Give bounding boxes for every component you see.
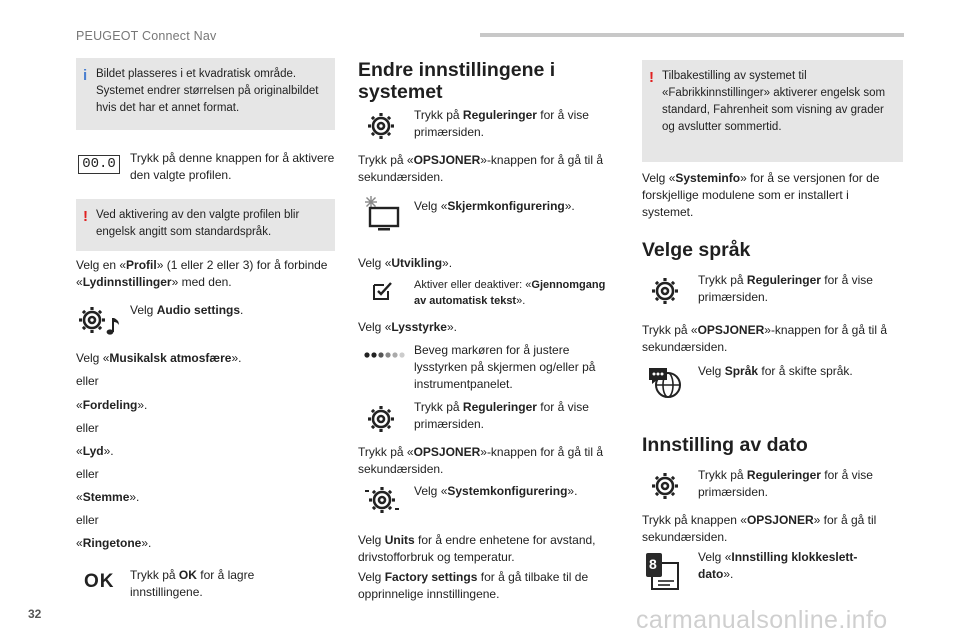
ok-instruction: Trykk på OK for å lagre innstillingene.: [130, 568, 255, 599]
section-heading-language: Velge språk: [642, 239, 751, 261]
warning-icon: !: [83, 208, 88, 225]
sound-option: «Lyd».: [76, 444, 114, 458]
system-info-instruction: Velg «Systeminfo» for å se versjonen for de forskjellige modulene som er installert i systemet.: [642, 171, 880, 219]
section-heading-date: Innstilling av dato: [642, 434, 808, 456]
or-label: eller: [76, 374, 99, 388]
gear-music-icon[interactable]: [78, 304, 124, 338]
watermark: carmanualsonline.info: [636, 606, 888, 634]
info-icon: i: [83, 67, 88, 84]
gear-icon[interactable]: [367, 405, 395, 433]
options-instruction: Trykk på «OPSJONER»-knappen for å gå til å sekundærsiden.: [642, 323, 888, 354]
warning-note: [642, 60, 903, 162]
screen-config-instruction: Velg «Skjermkonfigurering».: [414, 199, 575, 213]
display-instruction: Trykk på denne knappen for å aktivere den valgte profilen.: [130, 151, 335, 182]
profile-instruction: Velg en «Profil» (1 eller 2 eller 3) for å forbinde «Lydinnstillinger» med den.: [76, 258, 328, 289]
music-atmosphere-option: Velg «Musikalsk atmosfære».: [76, 351, 242, 365]
header-divider: [480, 33, 904, 37]
language-globe-icon[interactable]: [648, 366, 684, 400]
auto-text-instruction: Aktiver eller deaktiver: «Gjennomgang av automatisk tekst».: [414, 279, 606, 307]
settings-instruction: Trykk på Reguleringer for å vise primærsiden.: [698, 273, 873, 304]
options-instruction: Trykk på «OPSJONER»-knappen for å gå til å sekundærsiden.: [358, 153, 604, 184]
ringtone-option: «Ringetone».: [76, 536, 152, 550]
ok-button[interactable]: OK: [84, 571, 115, 592]
brightness-option: Velg «Lysstyrke».: [358, 320, 457, 334]
options-instruction: Trykk på «OPSJONER»-knappen for å gå til å sekundærsiden.: [358, 445, 604, 476]
system-config-instruction: Velg «Systemkonfigurering».: [414, 484, 578, 498]
brightness-dots-icon[interactable]: [364, 351, 404, 359]
screen-settings-icon[interactable]: [362, 196, 402, 232]
warning-note-text: Ved aktivering av den valgte profilen blir engelsk angitt som standardspråk.: [96, 209, 300, 238]
language-instruction: Velg Språk for å skifte språk.: [698, 364, 853, 378]
calendar-icon[interactable]: [646, 553, 682, 593]
system-gear-icon[interactable]: [364, 485, 400, 515]
clock-date-instruction: Velg «Innstilling klokkeslett-dato».: [698, 550, 858, 581]
calendar-digit: 8: [649, 556, 657, 572]
warning-note: [76, 199, 335, 251]
units-instruction: Velg Units for å endre enhetene for avstand, drivstofforbruk og temperatur.: [358, 533, 596, 564]
page-number: 32: [28, 607, 42, 621]
or-label: eller: [76, 513, 99, 527]
warning-note-text: Tilbakestilling av systemet til «Fabrikkinnstillinger» aktiverer engelsk som standard, Fahrenheit som visning av grader og avslutter sommertid.: [662, 70, 886, 133]
options-instruction: Trykk på knappen «OPSJONER» for å gå til sekundærsiden.: [642, 513, 877, 544]
distribution-option: «Fordeling».: [76, 398, 148, 412]
info-note: [76, 58, 335, 130]
gear-icon[interactable]: [651, 277, 679, 305]
cursor-instruction: Beveg markøren for å justere lysstyrken på skjermen og/eller på instrumentpanelet.: [414, 343, 596, 391]
or-label: eller: [76, 421, 99, 435]
section-heading-system: Endre innstillingene i systemet: [358, 59, 556, 103]
gear-icon[interactable]: [367, 112, 395, 140]
or-label: eller: [76, 467, 99, 481]
warning-icon: !: [649, 69, 654, 86]
voice-option: «Stemme».: [76, 490, 140, 504]
audio-settings-instruction: Velg Audio settings.: [130, 303, 244, 317]
settings-instruction: Trykk på Reguleringer for å vise primærsiden.: [698, 468, 873, 499]
gear-icon[interactable]: [651, 472, 679, 500]
settings-instruction: Trykk på Reguleringer for å vise primærsiden.: [414, 400, 589, 431]
info-note-text: Bildet plasseres i et kvadratisk område. Systemet endrer størrelsen på originalbildet hvis det har et annet format.: [96, 68, 319, 114]
settings-instruction: Trykk på Reguleringer for å vise primærsiden.: [414, 108, 589, 139]
development-option: Velg «Utvikling».: [358, 256, 453, 270]
display-value-button[interactable]: 00.0: [78, 155, 120, 174]
header-title: PEUGEOT Connect Nav: [76, 29, 217, 43]
factory-settings-instruction: Velg Factory settings for å gå tilbake til de opprinnelige innstillingene.: [358, 570, 589, 601]
edit-checkbox-icon[interactable]: [372, 281, 394, 301]
